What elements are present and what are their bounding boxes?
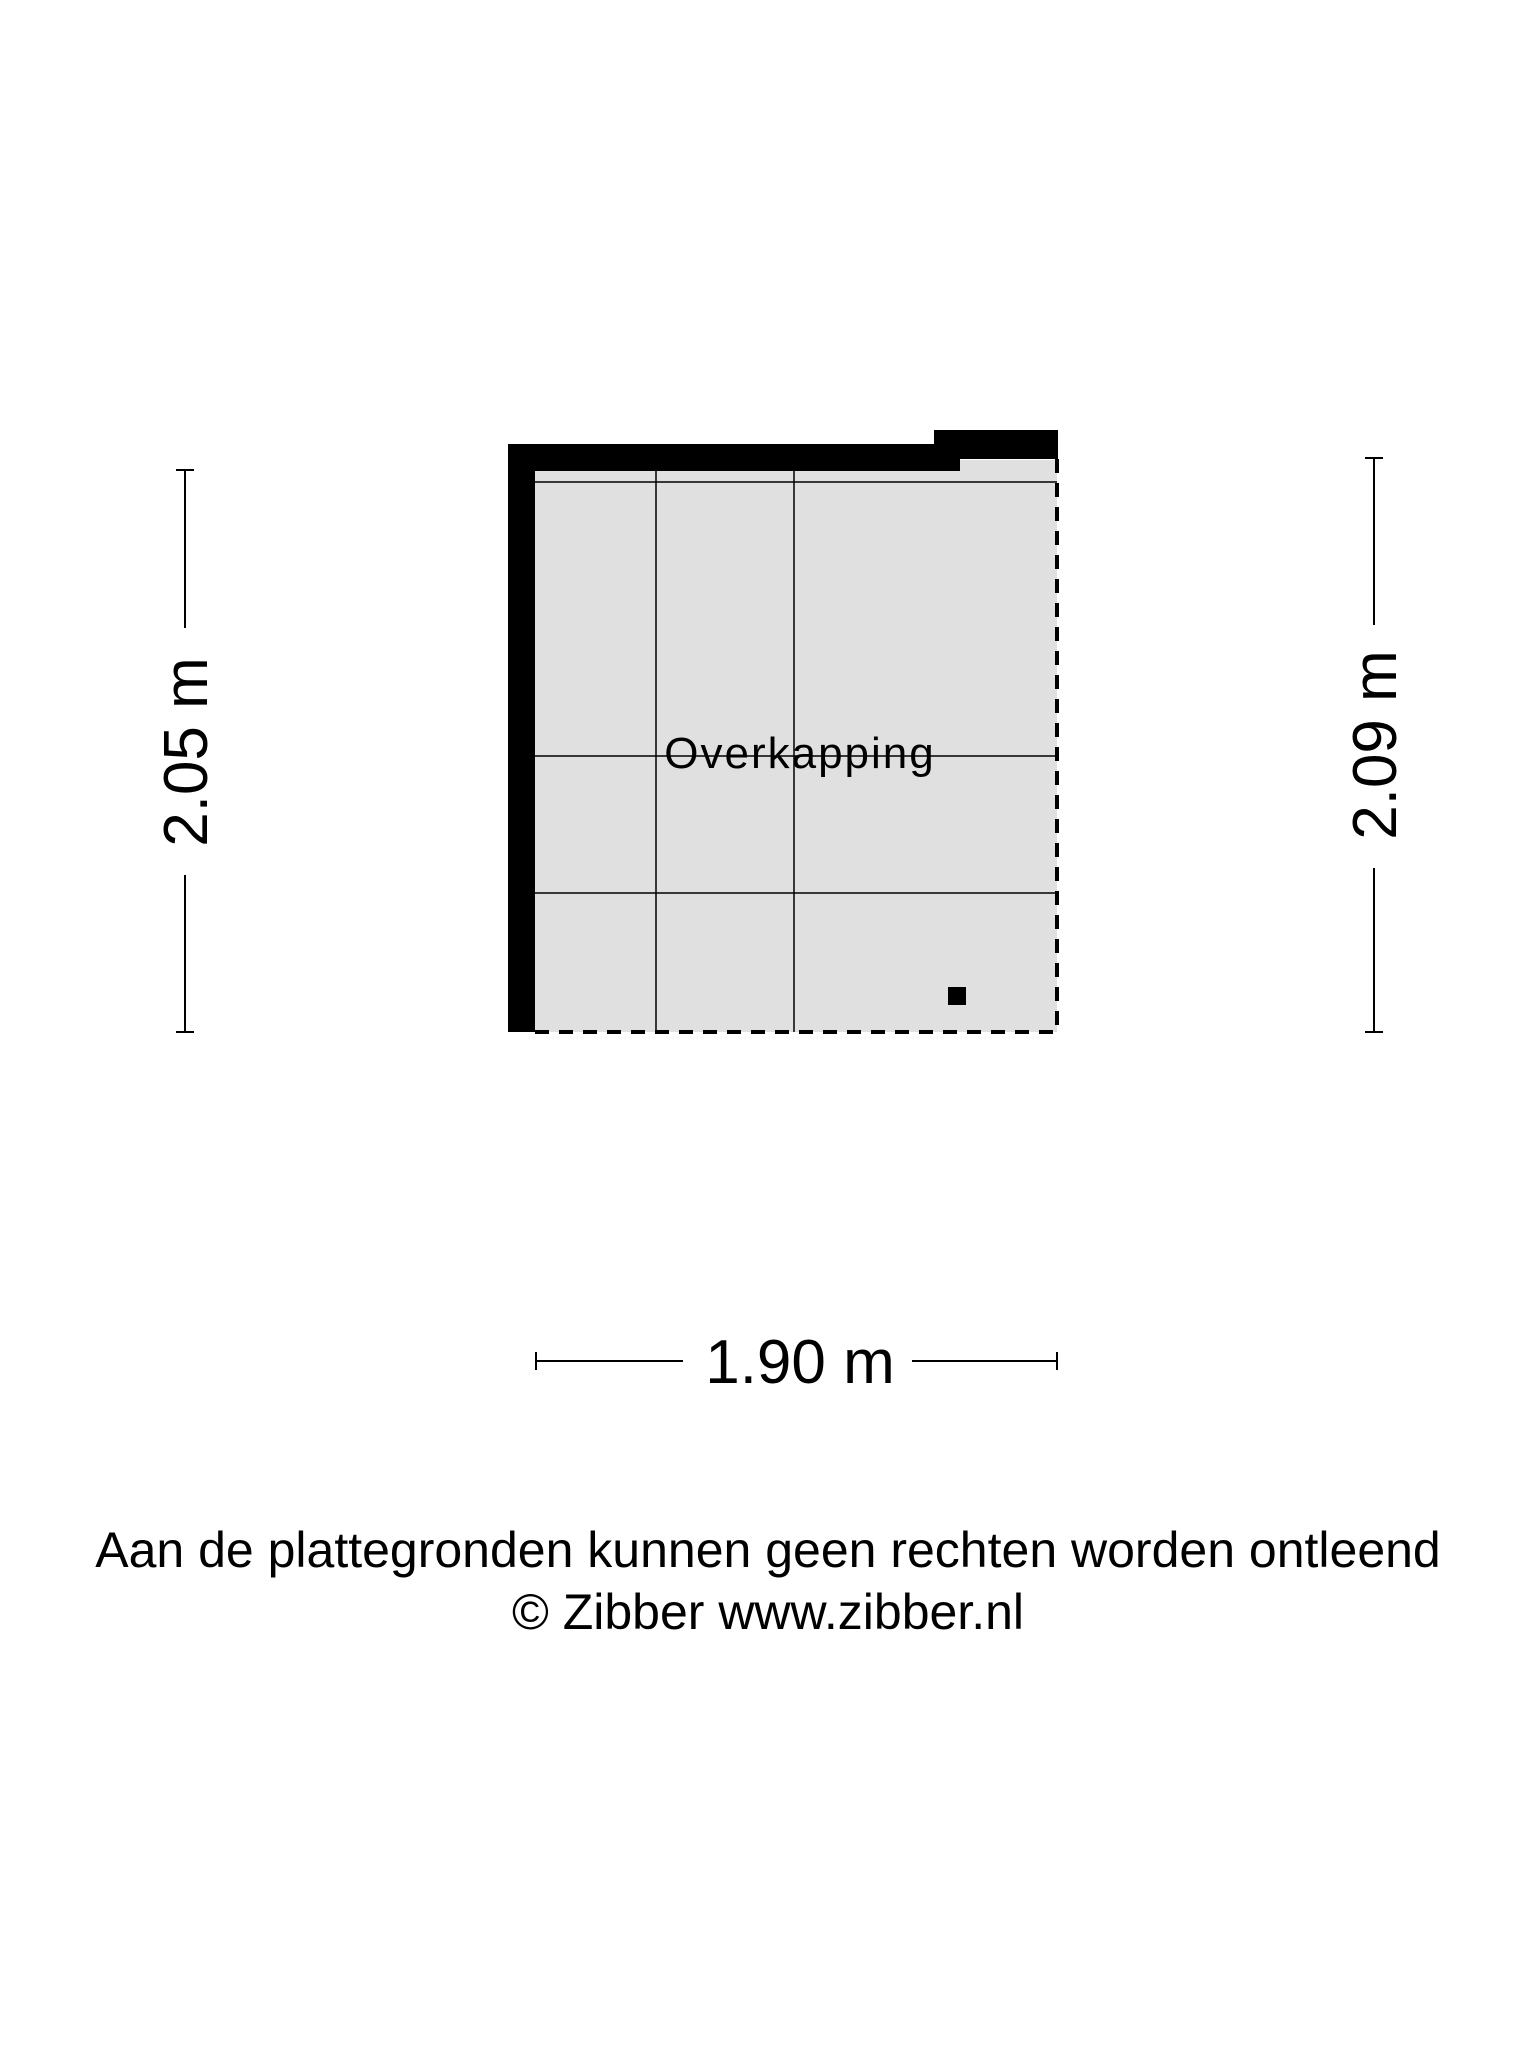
dimension-bottom-label: 1.90 m (705, 1328, 895, 1397)
dimension-right-label: 2.09 m (1341, 650, 1410, 840)
room-label: Overkapping (664, 729, 936, 778)
wall-top-step (934, 430, 1058, 459)
wall-top (508, 444, 960, 471)
copyright-text: © Zibber www.zibber.nl (511, 1584, 1025, 1640)
dimension-left-label: 2.05 m (152, 657, 221, 847)
post-marker (948, 987, 966, 1005)
disclaimer-text: Aan de plattegronden kunnen geen rechten worden ontleend (95, 1522, 1441, 1578)
wall-left (508, 444, 535, 1032)
